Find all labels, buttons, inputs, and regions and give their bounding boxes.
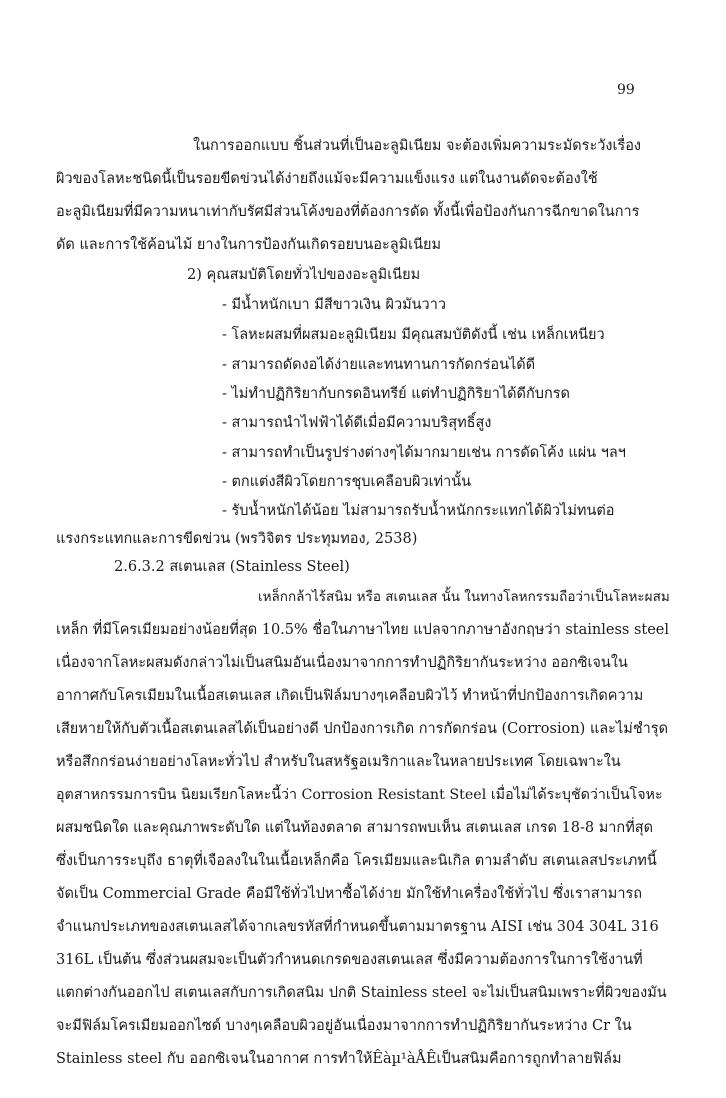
paragraph-line: แตกต่างกันออกไป สเตนเลสกับการเกิดสนิม ปกติ Stainless steel จะไม่เป็นสนิมเพราะที่ผิวของมัน xyxy=(56,985,667,1001)
paragraph-line: ดัด และการใช้ค้อนไม้ ยางในการป้องกันเกิดรอยบนอะลูมิเนียม xyxy=(56,237,442,253)
paragraph-line: จัดเป็น Commercial Grade คือมีใช้ทั่วไปหาซื้อได้ง่าย มักใช้ทำเครื่องใช้ทั่วไป ซึ่งเราสามารถ xyxy=(56,886,643,902)
section-heading: 2.6.3.2 สเตนเลส (Stainless Steel) xyxy=(114,559,350,575)
paragraph-line: ในการออกแบบ ชิ้นส่วนที่เป็นอะลูมิเนียม จะต้องเพิ่มความระมัดระวังเรื่อง xyxy=(193,138,642,154)
sub-heading: 2) คุณสมบัติโดยทั่วไปของอะลูมิเนียม xyxy=(187,267,421,283)
paragraph-line: เนื่องจากโลหะผสมดังกล่าวไม่เป็นสนิมอันเนื่องมาจากการทำปฏิกิริยากันระหว่าง ออกซิเจนใน xyxy=(56,655,628,671)
list-item: - รับน้ำหนักได้น้อย ไม่สามารถรับน้ำหนักกระแทกได้ผิวไม่ทนต่อ xyxy=(222,503,615,519)
list-item: - สามารถนำไฟฟ้าได้ดีเมื่อมีความบริสุทธิ์สูง xyxy=(222,415,492,431)
paragraph-line: อะลูมิเนียมที่มีความหนาเท่ากับรัศมีส่วนโค้งของที่ต้องการดัด ทั้งนี้เพื่อป้องกันการฉีกขาดในการ xyxy=(56,204,640,220)
list-item: - โลหะผสมที่ผสมอะลูมิเนียม มีคุณสมบัติดังนี้ เช่น เหล็กเหนียว xyxy=(222,327,605,343)
list-item: - สามารถทำเป็นรูปร่างต่างๆได้มากมายเช่น การดัดโค้ง แผ่น ฯลฯ xyxy=(222,445,626,461)
paragraph-line: เหล็กกล้าไร้สนิม หรือ สเตนเลส นั้น ในทางโลหกรรมถือว่าเป็นโลหะผสม xyxy=(258,589,670,605)
list-item: - สามารถดัดงอได้ง่ายและทนทานการกัดกร่อนได้ดี xyxy=(222,357,536,373)
paragraph-line: เสียหายให้กับตัวเนื้อสเตนเลสได้เป็นอย่างดี ปกป้องการเกิด การกัดกร่อน (Corrosion) และไม่ชำรุด xyxy=(56,721,669,737)
list-item-continuation: แรงกระแทกและการขีดข่วน (พรวิจิตร ประทุมทอง, 2538) xyxy=(56,531,418,547)
paragraph-line: จะมีฟิล์มโครเมียมออกไซด์ บางๆเคลือบผิวอยู่อันเนื่องมาจากการทำปฏิกิริยากันระหว่าง Cr ใน xyxy=(56,1018,632,1034)
paragraph-line: จำแนกประเภทของสเตนเลสได้จากเลขรหัสที่กำหนดขึ้นตามมาตรฐาน AISI เช่น 304 304L 316 xyxy=(56,919,659,935)
paragraph-line: อากาศกับโครเมียมในเนื้อสเตนเลส เกิดเป็นฟิล์มบางๆเคลือบผิวไว้ ทำหน้าที่ปกป้องการเกิดความ xyxy=(56,688,644,704)
paragraph-line: เหล็ก ที่มีโครเมียมอย่างน้อยที่สุด 10.5% ชื่อในภาษาไทย แปลจากภาษาอังกฤษว่า stainless steel xyxy=(56,622,670,638)
paragraph-line: ซึ่งเป็นการระบุถึง ธาตุที่เจือลงในในเนื้อเหล็กคือ โครเมียมและนิเกิล ตามลำดับ สเตนเลสประเภทนี้ xyxy=(56,853,657,869)
list-item: - ไม่ทำปฏิกิริยากับกรดอินทรีย์ แต่ทำปฏิกิริยาได้ดีกับกรด xyxy=(222,386,570,402)
paragraph-line: 316L เป็นต้น ซึ่งส่วนผสมจะเป็นตัวกำหนดเกรดของสเตนเลส ซึ่งมีความต้องการในการใช้งานที่ xyxy=(56,952,643,968)
page-number: 99 xyxy=(617,82,635,98)
list-item: - ตกแต่งสีผิวโดยการชุบเคลือบผิวเท่านั้น xyxy=(222,474,472,490)
list-item: - มีน้ำหนักเบา มีสีขาวเงิน ผิวมันวาว xyxy=(222,297,446,313)
paragraph-line: หรือสึกกร่อนง่ายอย่างโลหะทั่วไป สำหรับในสหรัฐอเมริกาและในหลายประเทศ โดยเฉพาะใน xyxy=(56,754,621,770)
paragraph-line: ผิวของโลหะชนิดนี้เป็นรอยขีดข่วนได้ง่ายถึงแม้จะมีความแข็งแรง แต่ในงานดัดจะต้องใช้ xyxy=(56,171,598,187)
paragraph-line: อุตสาหกรรมการบิน นิยมเรียกโลหะนี้ว่า Corrosion Resistant Steel เมื่อไม่ได้ระบุชัดว่าเป็นโจหะ xyxy=(56,787,663,803)
paragraph-line: Stainless steel กับ ออกซิเจนในอากาศ การทำให้Êàµ¹àÅÊเป็นสนิมคือการถูกทำลายฟิล์ม xyxy=(56,1051,622,1067)
paragraph-line: ผสมชนิดใด และคุณภาพระดับใด แต่ในท้องตลาด สามารถพบเห็น สเตนเลส เกรด 18-8 มากที่สุด xyxy=(56,820,654,836)
